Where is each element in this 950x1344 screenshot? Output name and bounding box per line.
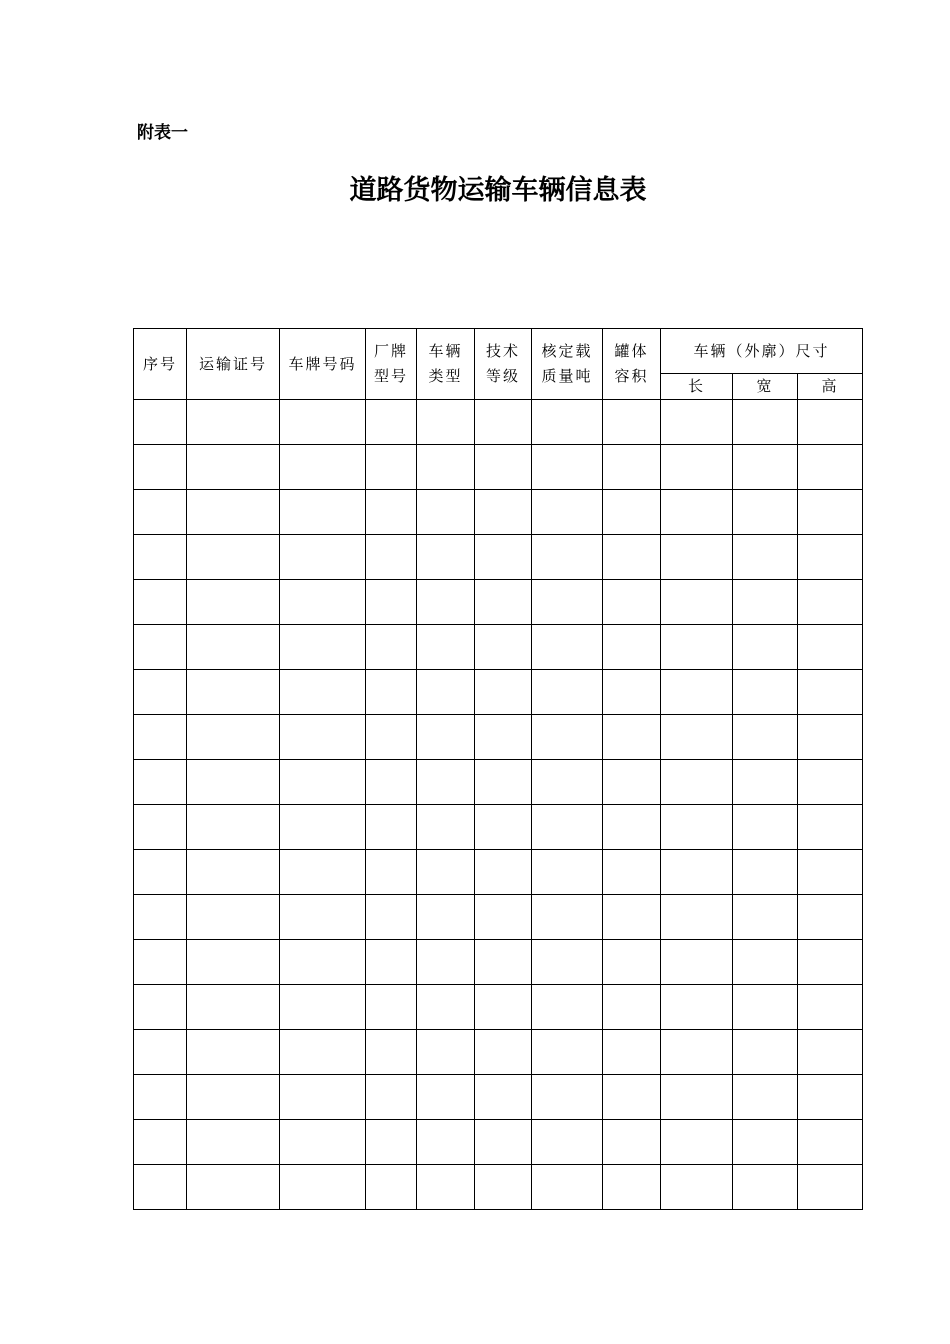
table-row — [134, 985, 863, 1030]
table-cell — [280, 1075, 366, 1120]
table-cell — [798, 535, 863, 580]
table-cell — [475, 490, 532, 535]
table-cell — [134, 850, 187, 895]
table-cell — [603, 1030, 661, 1075]
vehicle-info-table — [133, 328, 863, 1210]
table-cell — [532, 625, 603, 670]
table-row — [134, 940, 863, 985]
table-cell — [798, 580, 863, 625]
table-cell — [280, 850, 366, 895]
table-cell — [134, 535, 187, 580]
table-cell — [187, 760, 280, 805]
table-cell — [475, 805, 532, 850]
table-cell — [603, 1075, 661, 1120]
header-vehicle-type — [417, 329, 475, 400]
table-cell — [661, 445, 733, 490]
table-cell — [366, 1165, 417, 1210]
table-cell — [532, 535, 603, 580]
table-cell — [366, 580, 417, 625]
table-cell — [661, 1120, 733, 1165]
table-cell — [134, 625, 187, 670]
table-cell — [603, 400, 661, 445]
table-cell — [417, 535, 475, 580]
table-cell — [733, 580, 798, 625]
table-cell — [417, 715, 475, 760]
header-rated-load-line1: 核定载 — [541, 342, 593, 360]
table-cell — [733, 445, 798, 490]
table-cell — [417, 1165, 475, 1210]
table-row — [134, 400, 863, 445]
table-cell — [798, 670, 863, 715]
table-cell — [417, 850, 475, 895]
table-cell — [798, 1030, 863, 1075]
table-cell — [366, 1120, 417, 1165]
header-row — [134, 329, 863, 374]
table-cell — [280, 1030, 366, 1075]
table-cell — [366, 625, 417, 670]
table-cell — [366, 850, 417, 895]
table-cell — [187, 535, 280, 580]
table-cell — [280, 670, 366, 715]
table-cell — [798, 895, 863, 940]
table-cell — [134, 895, 187, 940]
table-cell — [366, 1075, 417, 1120]
table-cell — [280, 805, 366, 850]
table-cell — [603, 760, 661, 805]
header-rated-load — [532, 329, 603, 400]
table-cell — [134, 715, 187, 760]
table-cell — [532, 670, 603, 715]
table-cell — [661, 625, 733, 670]
table-cell — [134, 985, 187, 1030]
table-cell — [661, 580, 733, 625]
page-title: 道路货物运输车辆信息表 — [349, 175, 647, 206]
table-cell — [532, 895, 603, 940]
table-cell — [603, 805, 661, 850]
table-cell — [532, 580, 603, 625]
table-cell — [661, 760, 733, 805]
table-cell — [417, 490, 475, 535]
table-cell — [280, 535, 366, 580]
table-cell — [280, 625, 366, 670]
table-cell — [532, 805, 603, 850]
header-tank-volume-line2: 容积 — [614, 367, 649, 385]
table-row — [134, 1030, 863, 1075]
table-cell — [134, 1165, 187, 1210]
table-row — [134, 805, 863, 850]
table-cell — [661, 715, 733, 760]
table-cell — [603, 850, 661, 895]
table-row — [134, 445, 863, 490]
table-cell — [733, 850, 798, 895]
table-cell — [733, 805, 798, 850]
table-cell — [187, 1120, 280, 1165]
table-cell — [366, 940, 417, 985]
table-cell — [280, 940, 366, 985]
table-cell — [366, 985, 417, 1030]
table-cell — [661, 805, 733, 850]
table-cell — [603, 715, 661, 760]
table-cell — [134, 580, 187, 625]
table-cell — [532, 715, 603, 760]
table-cell — [475, 1075, 532, 1120]
table-cell — [187, 940, 280, 985]
table-cell — [603, 1120, 661, 1165]
table-row — [134, 535, 863, 580]
table-cell — [733, 760, 798, 805]
table-cell — [603, 940, 661, 985]
attachment-label: 附表一 — [137, 123, 188, 143]
table-cell — [187, 850, 280, 895]
table-cell — [475, 580, 532, 625]
table-cell — [603, 445, 661, 490]
table-cell — [733, 400, 798, 445]
table-row — [134, 670, 863, 715]
table-cell — [475, 760, 532, 805]
table-cell — [280, 760, 366, 805]
table-cell — [798, 445, 863, 490]
table-cell — [603, 670, 661, 715]
table-cell — [187, 625, 280, 670]
table-cell — [532, 985, 603, 1030]
table-cell — [417, 625, 475, 670]
table-cell — [798, 1165, 863, 1210]
table-cell — [187, 715, 280, 760]
table-cell — [280, 1120, 366, 1165]
table-cell — [134, 670, 187, 715]
table-cell — [532, 1165, 603, 1210]
table-cell — [417, 940, 475, 985]
table-cell — [475, 1165, 532, 1210]
table-cell — [475, 1030, 532, 1075]
table-row — [134, 1075, 863, 1120]
table-cell — [733, 1120, 798, 1165]
table-row — [134, 1165, 863, 1210]
table-cell — [417, 805, 475, 850]
table-cell — [661, 985, 733, 1030]
table-cell — [280, 985, 366, 1030]
table-cell — [366, 895, 417, 940]
header-tech-grade — [475, 329, 532, 400]
header-vehicle-type-line2: 类型 — [428, 367, 463, 385]
table-cell — [733, 895, 798, 940]
table-cell — [417, 400, 475, 445]
table-cell — [187, 1165, 280, 1210]
table-cell — [798, 805, 863, 850]
table-cell — [366, 490, 417, 535]
table-cell — [475, 445, 532, 490]
table-row — [134, 580, 863, 625]
header-tank-volume-line1: 罐体 — [614, 342, 649, 360]
header-dimensions: 车辆（外廓）尺寸 — [661, 329, 863, 374]
header-brand-model — [366, 329, 417, 400]
table-cell — [417, 1030, 475, 1075]
header-tech-grade-line1: 技术 — [485, 342, 520, 360]
table-cell — [661, 1030, 733, 1075]
table-cell — [733, 625, 798, 670]
table-cell — [187, 805, 280, 850]
table-cell — [532, 1030, 603, 1075]
table-cell — [280, 445, 366, 490]
table-cell — [798, 1075, 863, 1120]
header-height: 高 — [798, 374, 863, 400]
table-cell — [187, 445, 280, 490]
table-cell — [661, 1165, 733, 1210]
table-cell — [733, 940, 798, 985]
table-cell — [366, 715, 417, 760]
table-cell — [366, 670, 417, 715]
table-cell — [366, 400, 417, 445]
table-cell — [417, 760, 475, 805]
table-row — [134, 895, 863, 940]
table-cell — [366, 535, 417, 580]
table-cell — [475, 850, 532, 895]
table-cell — [417, 985, 475, 1030]
table-cell — [798, 760, 863, 805]
table-row — [134, 850, 863, 895]
table-cell — [798, 490, 863, 535]
table-cell — [417, 895, 475, 940]
table-cell — [187, 985, 280, 1030]
table-row — [134, 760, 863, 805]
table-cell — [134, 445, 187, 490]
table-cell — [733, 535, 798, 580]
header-plate-number: 车牌号码 — [280, 329, 366, 400]
table-cell — [603, 535, 661, 580]
table-cell — [532, 490, 603, 535]
table-cell — [475, 535, 532, 580]
table-cell — [603, 580, 661, 625]
table-cell — [134, 760, 187, 805]
table-cell — [475, 895, 532, 940]
table-cell — [366, 805, 417, 850]
table-cell — [417, 1075, 475, 1120]
table-cell — [134, 940, 187, 985]
table-cell — [798, 715, 863, 760]
table-cell — [798, 625, 863, 670]
table-cell — [280, 580, 366, 625]
header-tank-volume — [603, 329, 661, 400]
table-cell — [733, 715, 798, 760]
table-cell — [661, 850, 733, 895]
table-cell — [661, 670, 733, 715]
table-cell — [475, 1120, 532, 1165]
table-row — [134, 715, 863, 760]
table-cell — [661, 400, 733, 445]
table-cell — [733, 1075, 798, 1120]
table-cell — [603, 895, 661, 940]
table-cell — [733, 1030, 798, 1075]
table-cell — [603, 625, 661, 670]
table-cell — [134, 1120, 187, 1165]
table-cell — [532, 940, 603, 985]
table-cell — [798, 1120, 863, 1165]
table-row — [134, 1120, 863, 1165]
table-cell — [134, 1030, 187, 1075]
header-brand-model-line2: 型号 — [373, 367, 408, 385]
header-rated-load-line2: 质量吨 — [541, 367, 593, 385]
table-cell — [532, 1075, 603, 1120]
header-width: 宽 — [733, 374, 798, 400]
table-cell — [417, 1120, 475, 1165]
table-cell — [532, 1120, 603, 1165]
table-cell — [661, 1075, 733, 1120]
table-cell — [733, 490, 798, 535]
table-cell — [280, 1165, 366, 1210]
header-tech-grade-line2: 等级 — [485, 367, 520, 385]
table-cell — [603, 985, 661, 1030]
header-brand-model-line1: 厂牌 — [373, 342, 408, 360]
table-cell — [280, 490, 366, 535]
table-cell — [475, 400, 532, 445]
table-cell — [661, 895, 733, 940]
header-vehicle-type-line1: 车辆 — [428, 342, 463, 360]
table-cell — [733, 985, 798, 1030]
table-cell — [798, 940, 863, 985]
table-cell — [475, 670, 532, 715]
table-cell — [134, 400, 187, 445]
table-cell — [187, 580, 280, 625]
table-cell — [798, 985, 863, 1030]
table-cell — [532, 760, 603, 805]
table-cell — [187, 670, 280, 715]
table-cell — [187, 400, 280, 445]
table-cell — [603, 490, 661, 535]
table-cell — [134, 1075, 187, 1120]
table-cell — [417, 670, 475, 715]
table-cell — [661, 490, 733, 535]
table-cell — [798, 400, 863, 445]
table-cell — [187, 895, 280, 940]
table-cell — [417, 580, 475, 625]
table-row — [134, 490, 863, 535]
table-cell — [280, 895, 366, 940]
table-cell — [187, 1075, 280, 1120]
table-cell — [134, 805, 187, 850]
header-length: 长 — [661, 374, 733, 400]
table-cell — [417, 445, 475, 490]
table-cell — [532, 850, 603, 895]
table-cell — [280, 715, 366, 760]
table-cell — [475, 985, 532, 1030]
table-cell — [475, 715, 532, 760]
table-cell — [661, 940, 733, 985]
table-cell — [661, 535, 733, 580]
table-cell — [603, 1165, 661, 1210]
table-cell — [532, 445, 603, 490]
table-cell — [366, 760, 417, 805]
table-body — [134, 400, 863, 1210]
header-seq: 序号 — [134, 329, 187, 400]
table-cell — [475, 940, 532, 985]
table-cell — [475, 625, 532, 670]
table-cell — [187, 1030, 280, 1075]
table-cell — [366, 1030, 417, 1075]
table-row — [134, 625, 863, 670]
table-cell — [366, 445, 417, 490]
table-cell — [187, 490, 280, 535]
header-permit-number: 运输证号 — [187, 329, 280, 400]
table-cell — [733, 1165, 798, 1210]
table-cell — [134, 490, 187, 535]
table-cell — [733, 670, 798, 715]
table-cell — [280, 400, 366, 445]
table-cell — [532, 400, 603, 445]
table-cell — [798, 850, 863, 895]
